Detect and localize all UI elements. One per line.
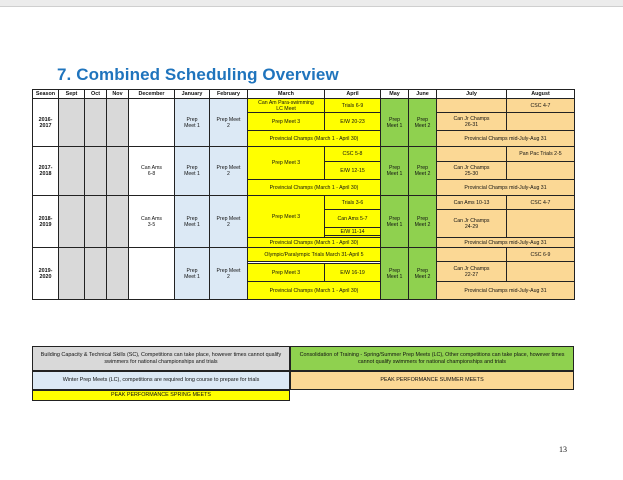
july-cell: [437, 147, 507, 162]
header-cell: April: [325, 90, 381, 99]
december-cell: [129, 248, 175, 300]
august-event: CSC 4-7: [507, 99, 575, 113]
february-cell: Prep Meet 2: [210, 99, 248, 147]
july-event: Can Jr Champs 24-29: [437, 210, 507, 238]
june-cell: Prep Meet 2: [409, 196, 437, 248]
august-event: CSC 4-7: [507, 196, 575, 210]
olympic-trials: Olympic/Paralympic Trials March 31-April 5: [248, 248, 381, 262]
oct-cell: [85, 248, 107, 300]
nov-cell: [107, 196, 129, 248]
page-top-edge: [0, 0, 623, 7]
header-cell: Season: [33, 90, 59, 99]
april-event: Trials 3-6: [325, 196, 381, 210]
legend-winter-prep: Winter Prep Meets (LC), competitions are required long course to prepare for trials: [32, 371, 290, 390]
january-cell: Prep Meet 1: [175, 147, 210, 196]
sept-cell: [59, 196, 85, 248]
header-cell: Oct: [85, 90, 107, 99]
march-event: Prep Meet 3: [248, 196, 325, 238]
april-event: E/W 12-15: [325, 162, 381, 180]
august-event: CSC 6-9: [507, 248, 575, 262]
may-cell: Prep Meet 1: [381, 248, 409, 300]
january-cell: Prep Meet 1: [175, 99, 210, 147]
table-row: [33, 196, 575, 210]
season-cell: 2019- 2020: [33, 248, 59, 300]
header-cell: July: [437, 90, 507, 99]
april-event: Can Ams 5-7: [325, 210, 381, 228]
page-title: 7. Combined Scheduling Overview: [57, 65, 339, 84]
table-row: [33, 248, 575, 262]
season-cell: 2016- 2017: [33, 99, 59, 147]
august-cell: [507, 262, 575, 282]
provincial-champs: Provincial Champs (March 1 - April 30): [248, 180, 381, 196]
july-cell: [437, 248, 507, 262]
july-event: Can Jr Champs 22-27: [437, 262, 507, 282]
provincial-champs: Provincial Champs (March 1 - April 30): [248, 131, 381, 147]
schedule-table: [32, 89, 575, 300]
march-event: Prep Meet 3: [248, 147, 325, 180]
december-cell: [129, 99, 175, 147]
sept-cell: [59, 147, 85, 196]
provincial-champs: Provincial Champs (March 1 - April 30): [248, 282, 381, 300]
legend-peak-spring: PEAK PERFORMANCE SPRING MEETS: [32, 390, 290, 401]
header-cell: January: [175, 90, 210, 99]
header-row: [33, 90, 575, 99]
sept-cell: [59, 248, 85, 300]
oct-cell: [85, 99, 107, 147]
season-cell: 2017- 2018: [33, 147, 59, 196]
april-event: E/W 16-19: [325, 264, 381, 282]
legend-building-capacity: Building Capacity & Technical Skills (SC), Competitions can take place, however times cannot qualify swimmers for national championships and trials: [32, 346, 290, 371]
april-event: Trials 6-9: [325, 99, 381, 113]
august-event: Pan Pac Trials 2-5: [507, 147, 575, 162]
summer-provincial-champs: Provincial Champs mid-July-Aug 31: [437, 131, 575, 147]
july-cell: [437, 99, 507, 113]
may-cell: Prep Meet 1: [381, 99, 409, 147]
january-cell: Prep Meet 1: [175, 196, 210, 248]
summer-provincial-champs: Provincial Champs mid-July-Aug 31: [437, 282, 575, 300]
header-cell: May: [381, 90, 409, 99]
nov-cell: [107, 248, 129, 300]
season-cell: 2018- 2019: [33, 196, 59, 248]
may-cell: Prep Meet 1: [381, 147, 409, 196]
may-cell: Prep Meet 1: [381, 196, 409, 248]
april-event: E/W 20-23: [325, 113, 381, 131]
march-event: Prep Meet 3: [248, 113, 325, 131]
march-event: Can Am Para-swimming LC Meet: [248, 99, 325, 113]
nov-cell: [107, 99, 129, 147]
february-cell: Prep Meet 2: [210, 196, 248, 248]
june-cell: Prep Meet 2: [409, 147, 437, 196]
march-event: Prep Meet 3: [248, 264, 325, 282]
provincial-champs: Provincial Champs (March 1 - April 30): [248, 238, 381, 248]
june-cell: Prep Meet 2: [409, 99, 437, 147]
february-cell: Prep Meet 2: [210, 147, 248, 196]
summer-provincial-champs: Provincial Champs mid-July-Aug 31: [437, 238, 575, 248]
table-row: [33, 147, 575, 162]
july-event: Can Jr Champs 25-30: [437, 162, 507, 180]
header-cell: February: [210, 90, 248, 99]
august-cell: [507, 113, 575, 131]
august-cell: [507, 210, 575, 238]
oct-cell: [85, 196, 107, 248]
january-cell: Prep Meet 1: [175, 248, 210, 300]
header-cell: December: [129, 90, 175, 99]
header-cell: Sept: [59, 90, 85, 99]
page-number: 13: [559, 445, 567, 454]
table-row: [33, 99, 575, 113]
nov-cell: [107, 147, 129, 196]
february-cell: Prep Meet 2: [210, 248, 248, 300]
july-event: Can Jr Champs 26-31: [437, 113, 507, 131]
legend-peak-summer: PEAK PERFORMANCE SUMMER MEETS: [290, 371, 574, 390]
april-event: E/W 11-14: [325, 228, 381, 236]
june-cell: Prep Meet 2: [409, 248, 437, 300]
april-event: CSC 5-8: [325, 147, 381, 162]
december-cell: Can Ams 6-8: [129, 147, 175, 196]
oct-cell: [85, 147, 107, 196]
header-cell: June: [409, 90, 437, 99]
header-cell: Nov: [107, 90, 129, 99]
july-event: Can Ams 10-13: [437, 196, 507, 210]
august-cell: [507, 162, 575, 180]
legend-consolidation: Consolidation of Training - Spring/Summer Prep Meets (LC), Other competitions can take place, however times cannot qualify swimmers for national championships and trials: [290, 346, 574, 371]
december-cell: Can Ams 3-5: [129, 196, 175, 248]
header-cell: March: [248, 90, 325, 99]
summer-provincial-champs: Provincial Champs mid-July-Aug 31: [437, 180, 575, 196]
sept-cell: [59, 99, 85, 147]
header-cell: August: [507, 90, 575, 99]
